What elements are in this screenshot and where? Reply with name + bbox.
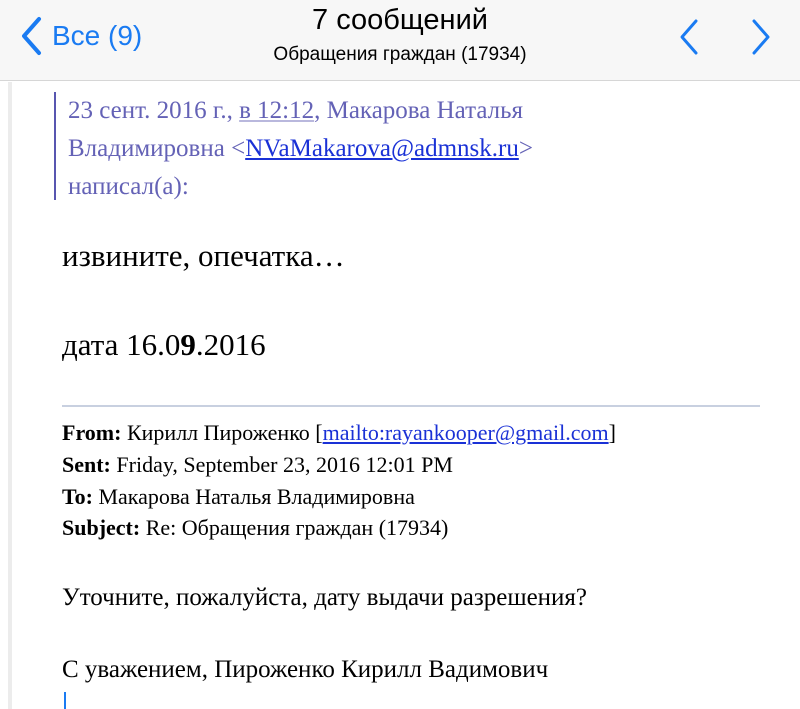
thread-subject: Обращения граждан (17934) (273, 44, 527, 65)
header-divider (62, 405, 760, 407)
message-line-1: извините, опечатка… (62, 238, 345, 273)
quote-time-link[interactable]: в 12:12 (239, 97, 315, 124)
back-button-label: Все (9) (52, 20, 143, 51)
quote-author: , Макарова Наталья (314, 97, 524, 124)
quote-wrote: написал(а): (68, 173, 189, 200)
quote-attribution-text: 23 сент. 2016 г., в 12:12, Макарова Наталья Владимировна <NVaMakarova@admnsk.ru> написал(а): (68, 97, 533, 200)
original-message-body: Уточните, пожалуйста, дату выдачи разрешения? (62, 584, 588, 611)
header-sent: Sent: Friday, September 23, 2016 12:01 PM (62, 452, 453, 477)
text-cursor (64, 692, 66, 709)
header-from: From: Кирилл Пироженко [mailto:rayankooper@gmail.com] (62, 420, 616, 445)
quote-email-link[interactable]: NVaMakarova@admnsk.ru (245, 135, 519, 162)
thread-guide-line (8, 82, 12, 709)
mailto-link[interactable]: mailto:rayankooper@gmail.com (322, 420, 609, 445)
message-line-2: дата 16.09.2016 (62, 327, 266, 362)
corrected-digit: 9 (180, 327, 196, 362)
quote-date: 23 сент. 2016 г. (68, 97, 227, 124)
header-to: To: Макарова Наталья Владимировна (62, 484, 415, 509)
chevron-up-icon (678, 43, 700, 60)
chevron-down-icon (750, 43, 772, 60)
quote-author-line2: Владимировна < (68, 135, 246, 162)
message-count-title: 7 сообщений (312, 4, 488, 36)
next-message-button[interactable] (750, 18, 772, 61)
signature: С уважением, Пироженко Кирилл Вадимович (62, 656, 549, 683)
header-subject: Subject: Re: Обращения граждан (17934) (62, 515, 449, 540)
previous-message-button[interactable] (678, 18, 700, 61)
quote-attribution (54, 92, 756, 200)
navigation-bar (0, 0, 800, 81)
